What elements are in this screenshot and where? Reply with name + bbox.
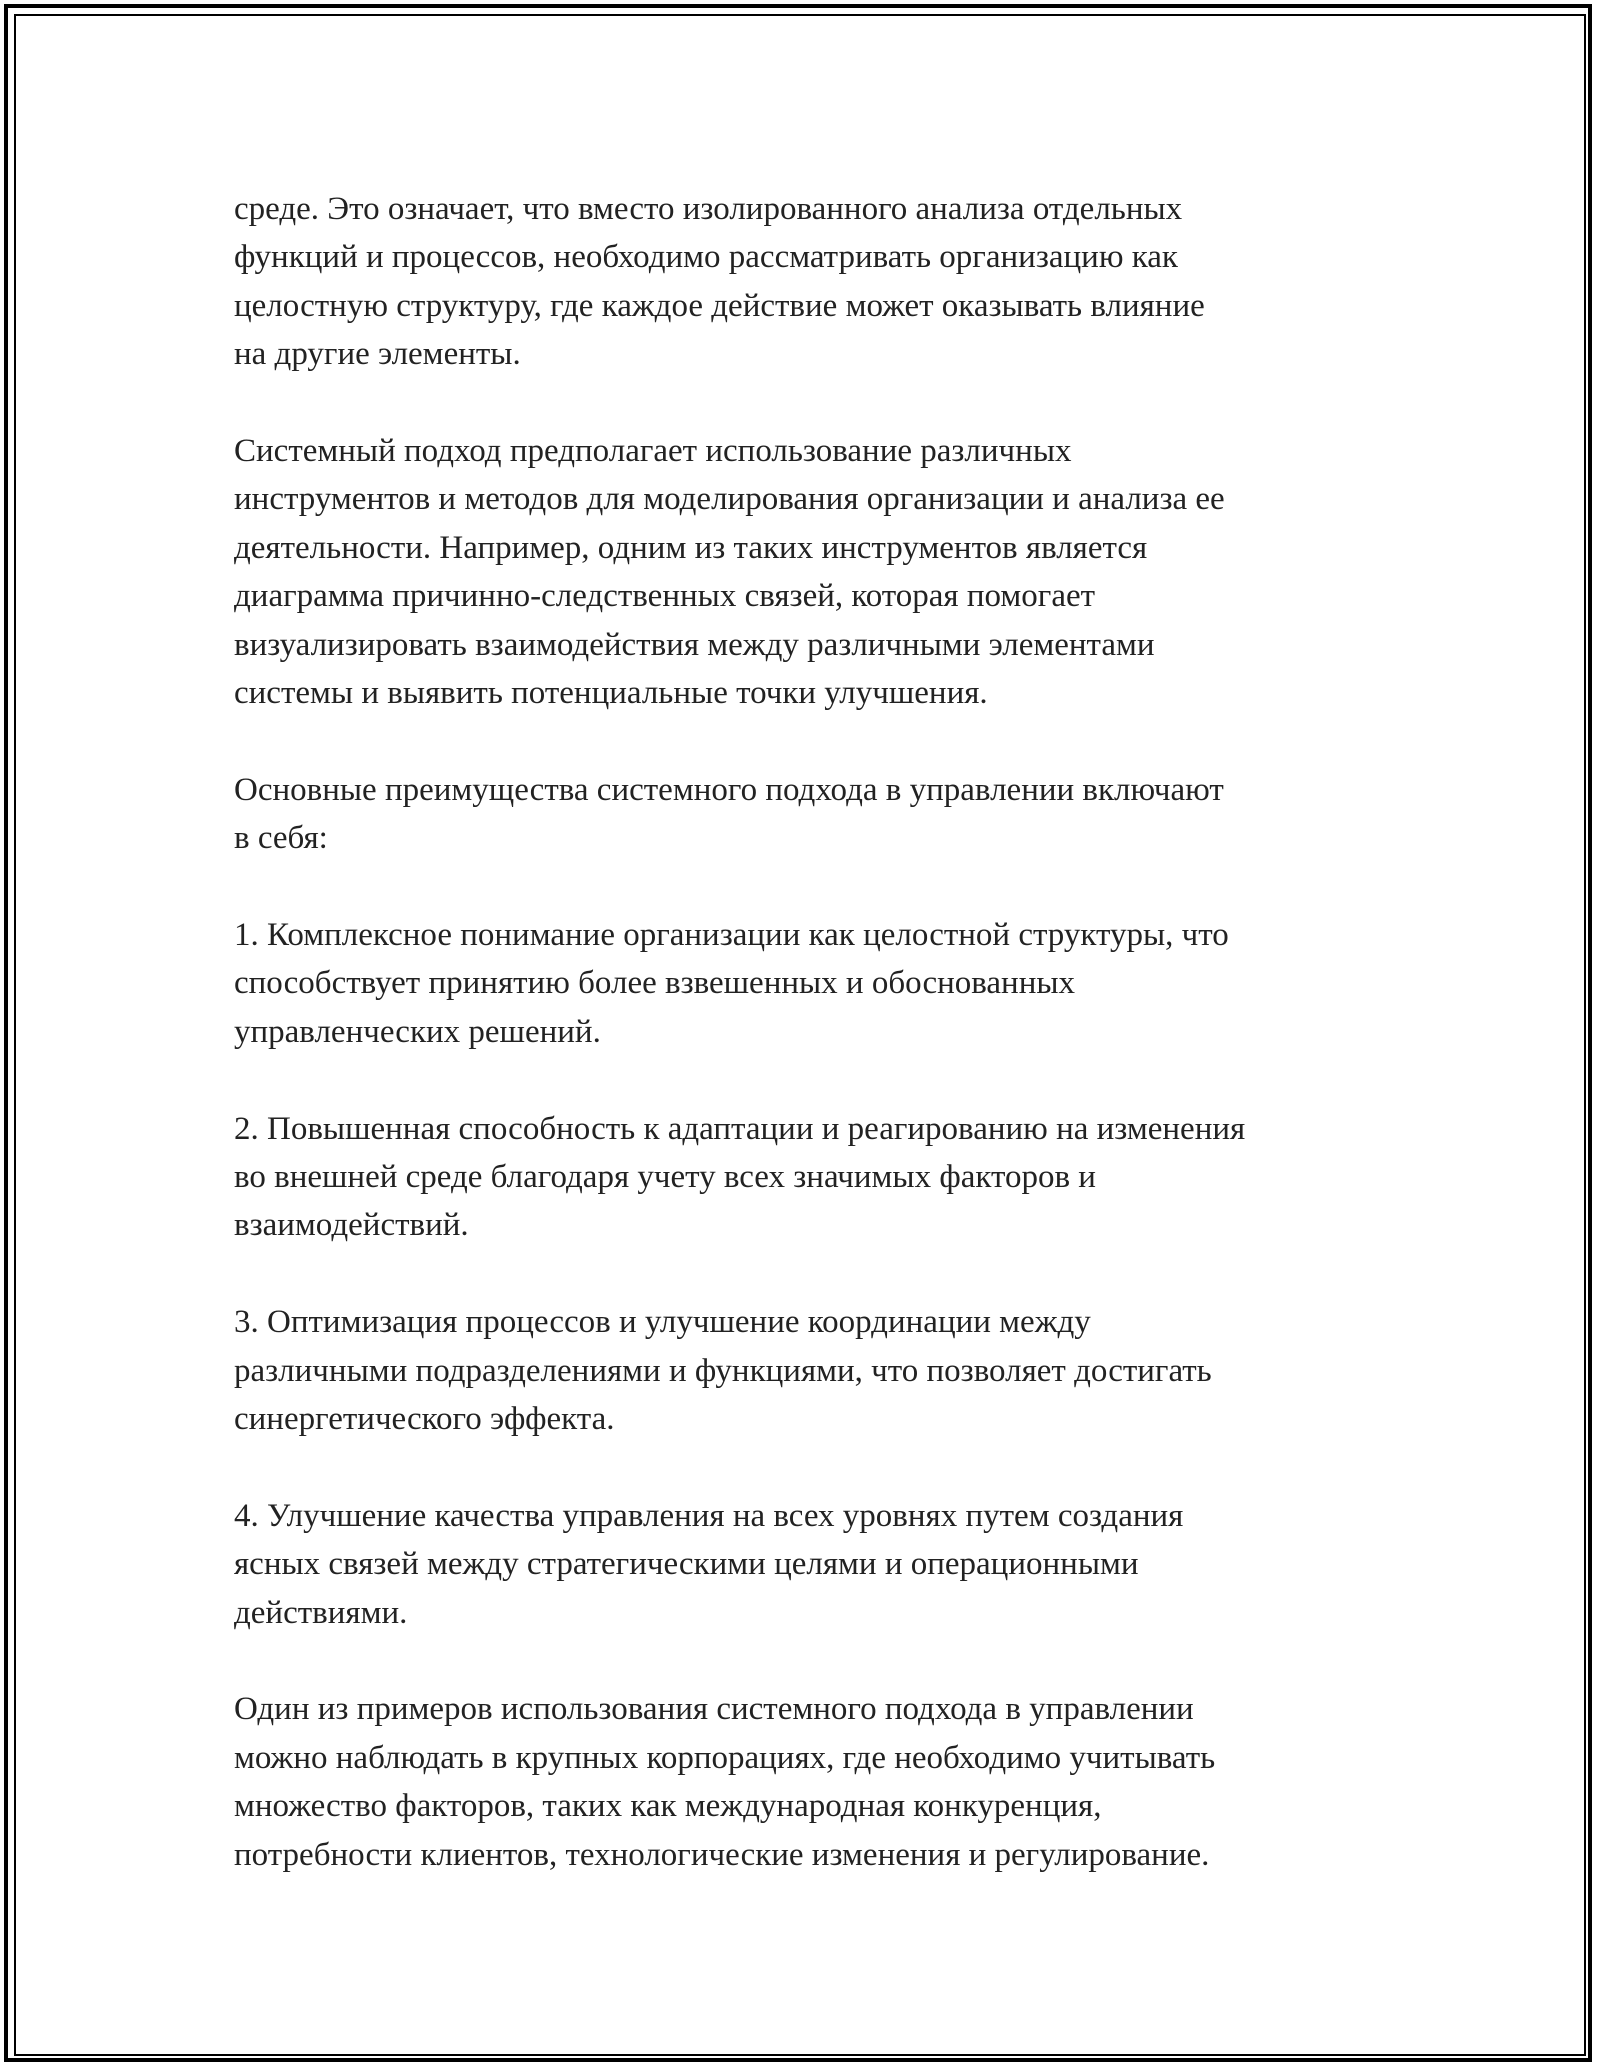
list-item-4: 4. Улучшение качества управления на всех уровнях путем создания ясных связей между стратегическими целями и операционными действиями. xyxy=(234,1497,1184,1631)
list-item-1: 1. Комплексное понимание организации как целостной структуры, что способствует принятию более взвешенных и обоснованных управленческих решений. xyxy=(234,917,1229,1050)
document-body xyxy=(234,185,1374,1879)
paragraph-advantages-intro: Основные преимущества системного подхода в управлении включают в себя: xyxy=(234,771,1224,857)
list-item-2: 2. Повышенная способность к адаптации и реагированию на изменения во внешней среде благодаря учету всех значимых факторов и взаимодействий. xyxy=(234,1110,1246,1244)
paragraph-intro-continuation: среде. Это означает, что вместо изолированного анализа отдельных функций и процессов, необходимо рассматривать организацию как целостную структуру, где каждое действие может оказывать влияние на другие элементы. xyxy=(234,191,1205,373)
paragraph-system-approach: Системный подход предполагает использование различных инструментов и методов для моделирования организации и анализа ее деятельности. Например, одним из таких инструментов является диаграмма причинно-следственных связей, которая помогает визуализировать взаимодействия между различными элементами системы и выявить потенциальные точки улучшения. xyxy=(234,433,1225,712)
list-item-3: 3. Оптимизация процессов и улучшение координации между различными подразделениями и функциями, что позволяет достигать синергетического эффекта. xyxy=(234,1304,1212,1438)
paragraph-example: Один из примеров использования системного подхода в управлении можно наблюдать в крупных корпорациях, где необходимо учитывать множество факторов, таких как международная конкуренция, потребности клиентов, технологические изменения и регулирование. xyxy=(234,1691,1216,1873)
